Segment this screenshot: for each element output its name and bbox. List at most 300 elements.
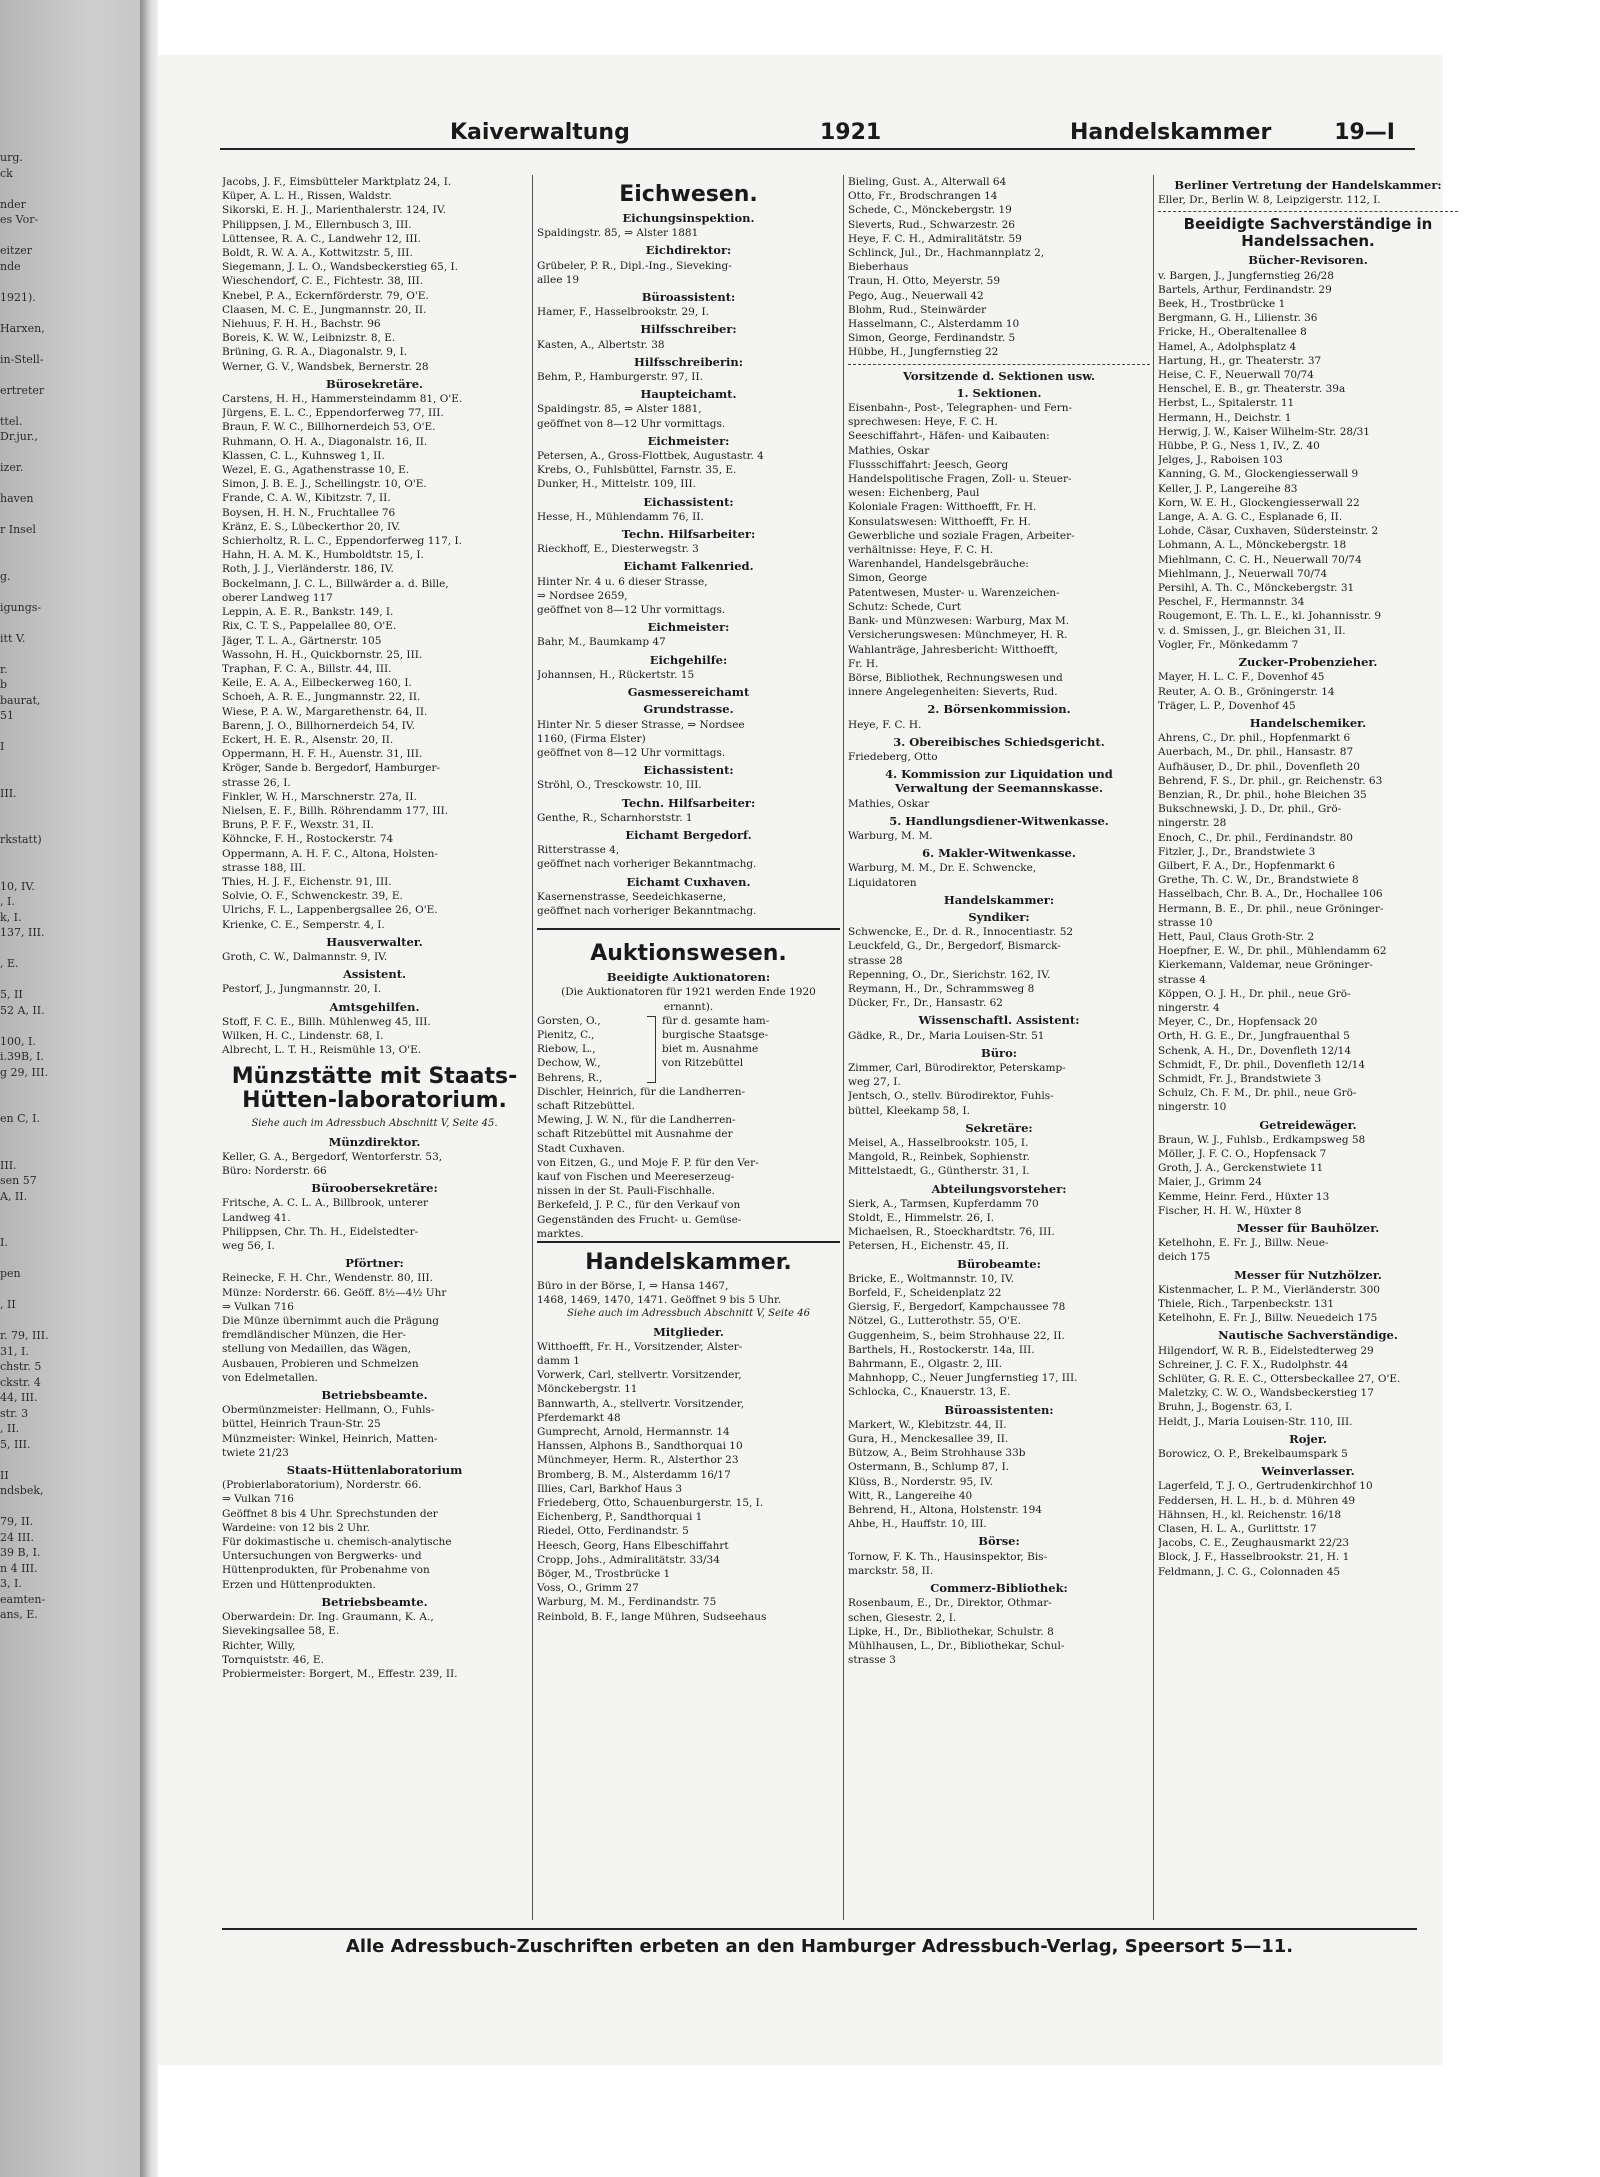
section-heading: Sekretäre: [965,1120,1033,1135]
section-heading: Hausverwalter. [326,934,423,949]
entry-line: Liquidatoren [848,876,917,889]
entry-line: 1468, 1469, 1470, 1471. Geöffnet 9 bis 5 Uhr. [537,1294,782,1307]
entry-line: Traphan, F. C. A., Billstr. 44, III. [222,662,392,675]
fragment-line: in-Stell- [0,352,44,366]
entry-line: Petersen, A., Gross-Flottbek, Augustastr. 4 [537,450,764,463]
entry-line: Bruns, P. F. F., Wexstr. 31, II. [222,819,374,832]
entry-list [222,1403,527,1460]
fragment-line [0,1127,138,1143]
previous-page-fragments [0,150,138,2030]
entry-line: Rix, C. T. S., Pappelallee 80, O'E. [222,620,397,633]
fragment-line: haven [0,492,34,505]
entry-line: von Edelmetallen. [222,1371,318,1384]
entry-list [537,542,840,556]
entry-line: Reinecke, F. H. Chr., Wendenstr. 80, III. [222,1272,433,1285]
auktion-note: (Die Auktionatoren für 1921 werden Ende 1920 ernannt). [561,986,816,1013]
entry-list [222,392,527,932]
entry-line: Groth, J. A., Gerckenstwiete 11 [1158,1162,1324,1175]
fragment-line: A, II. [0,1189,28,1203]
entry-line: Schlüter, G. R. E. C., Ottersbeckallee 27, O'E. [1158,1373,1401,1386]
entry-list [1158,269,1458,652]
entry-list [1158,1133,1458,1218]
section-heading: Abteilungsvorsteher: [931,1181,1067,1196]
fragment-line: baurat, [0,693,41,707]
entry-line: Bieling, Gust. A., Alterwall 64 [848,176,1007,188]
auktion-box [537,928,840,1243]
fragment-line [0,972,138,988]
entry-line: Eisenbahn-, Post-, Telegraphen- und Fern- [848,402,1073,415]
entry-line: Bieberhaus [848,261,909,274]
entry-list [537,259,840,287]
entry-line: Grethe, Th. C. W., Dr., Brandstwiete 8 [1158,874,1359,887]
entry-list [1158,1447,1458,1461]
fragment-line [0,646,138,662]
section-title-sachverstaendige: Beeidigte Sachverständige in Handelssachen. [1183,215,1433,251]
section-heading: Zucker-Probenzieher. [1238,655,1378,670]
entry-line: Zimmer, Carl, Bürodirektor, Peterskamp- [848,1061,1066,1074]
entry-line: Reymann, H., Dr., Schrammsweg 8 [848,982,1035,995]
entry-list [848,829,1150,843]
entry-line: büttel, Heinrich Traun-Str. 25 [222,1418,381,1431]
entry-line: Stoff, F. C. E., Billh. Mühlenweg 45, III. [222,1015,431,1028]
fragment-line [0,367,138,383]
section-heading: 4. Kommission zur Liquidation und Verwaltung der Seemannskasse. [885,767,1113,796]
fragment-line: r. [0,662,8,676]
entry-list [537,890,840,918]
entry-line: Böger, M., Trostbrücke 1 [537,1568,671,1581]
entry-line: Fr. H. [848,657,879,670]
entry-line: Schwencke, E., Dr. d. R., Innocentiastr. 52 [848,926,1074,939]
entry-line: Pferdemarkt 48 [537,1411,621,1424]
entry-line: Stadt Cuxhaven. [537,1142,625,1155]
section-heading: Eichassistent: [643,763,734,778]
entry-line: Boldt, R. W. A. A., Kottwitzstr. 5, III. [222,247,413,260]
entry-list [848,1272,1150,1400]
entry-line: Rieckhoff, E., Diesterwegstr. 3 [537,543,699,556]
column-rule [532,175,533,1920]
entry-line: Behrend, H., Altona, Holstenstr. 194 [848,1504,1043,1517]
section-heading: Staats-Hüttenlaboratorium [286,1463,463,1478]
entry-line: Hesse, H., Mühlendamm 76, II. [537,510,704,523]
entry-line: Vogler, Fr., Mönkedamm 7 [1158,638,1299,651]
page-footer: Alle Adressbuch-Zuschriften erbeten an den Hamburger Adressbuch-Verlag, Speersort 5—11. [222,1928,1417,1966]
entry-line: Bahrmann, E., Olgastr. 2, III. [848,1358,1003,1371]
entry-line: ⇒ Vulkan 716 [222,1493,294,1506]
entry-line: Hasselmann, C., Alsterdamm 10 [848,318,1020,331]
entry-line: geöffnet von 8—12 Uhr vormittags. [537,746,726,759]
entry-line: Heise, C. F., Neuerwall 70/74 [1158,369,1314,382]
entry-line: Dechow, W., [537,1057,601,1070]
entry-line: Schlinck, Jul., Dr., Hachmannplatz 2, [848,247,1045,260]
entry-list [537,575,840,618]
entry-line: strasse 3 [848,1654,896,1667]
fragment-line: 52 A, II. [0,1003,45,1017]
entry-line: Erzen und Hüttenprodukten. [222,1578,376,1591]
entry-line: Köhncke, F. H., Rostockerstr. 74 [222,833,394,846]
entry-line: Mönckebergstr. 11 [537,1383,638,1396]
fragment-line: ertreter [0,383,45,397]
entry-list [537,449,840,492]
entry-line: Hahn, H. A. M. K., Humboldtstr. 15, I. [222,549,424,562]
entry-line: Peschel, F., Hermannstr. 34 [1158,596,1305,609]
section-heading: Münzdirektor. [328,1134,421,1149]
entry-line: Auerbach, M., Dr. phil., Hansastr. 87 [1158,746,1354,759]
entry-line: Herwig, J. W., Kaiser Wilhelm-Str. 28/31 [1158,425,1370,438]
fragment-line [0,228,138,244]
entry-line: wesen: Eichenberg, Paul [848,487,980,500]
column-2 [537,175,840,1920]
fragment-line [0,1282,138,1298]
entry-line: Ströhl, O., Tresckowstr. 10, III. [537,779,702,792]
entry-line: marktes. [537,1227,584,1240]
entry-list [848,1061,1150,1118]
section-title-handelskammer: Handelskammer. [585,1250,792,1275]
entry-list [222,950,527,964]
entry-line: Leuckfeld, G., Dr., Bergedorf, Bismarck- [848,940,1061,953]
fragment-line: 137, III. [0,926,45,939]
entry-line: allee 19 [537,273,580,286]
entry-line: Block, J. F., Hasselbrookstr. 21, H. 1 [1158,1551,1350,1564]
entry-line: Heldt, J., Maria Louisen-Str. 110, III. [1158,1415,1353,1428]
fragment-line [0,553,138,569]
section-heading: Büro: [980,1045,1018,1060]
section-heading: Eichmeister: [647,433,730,448]
entry-line: Spaldingstr. 85, ⇒ Alster 1881, [537,403,702,416]
section-heading: 6. Makler-Witwenkasse. [922,846,1076,861]
entry-line: Hamer, F., Hasselbrookstr. 29, I. [537,306,709,319]
entry-line: Meisel, A., Hasselbrookstr. 105, I. [848,1137,1029,1149]
entry-line: Vorwerk, Carl, stellvertr. Vorsitzender, [537,1369,742,1382]
fragment-line: , E. [0,957,19,970]
entry-list [1158,1283,1458,1326]
entry-line: biet m. Ausnahme [662,1043,759,1056]
entry-line: Wezel, E. G., Agathenstrasse 10, E. [222,464,410,477]
entry-line: Schmidt, F., Dr. phil., Dovenfleth 12/14 [1158,1058,1366,1071]
book-spine [140,0,158,2177]
entry-line: Bockelmann, J. C. L., Billwärder a. d. Bille, [222,577,449,590]
fragment-line [0,274,138,290]
entry-line: Ritterstrasse 4, [537,844,620,857]
entry-line: Heye, F. C. H., Admiralitätstr. 59 [848,232,1022,245]
entry-line: Dücker, Fr., Dr., Hansastr. 62 [848,997,1003,1010]
fragment-line: 51 [0,709,14,722]
entry-line: Wilken, H. C., Lindenstr. 68, I. [222,1029,384,1042]
section-heading: Berliner Vertretung der Handelskammer: [1174,178,1442,192]
entry-line: Bergmann, G. H., Lilienstr. 36 [1158,312,1318,325]
entry-line: strasse 28 [848,954,903,967]
entry-line: Miehlmann, C. C. H., Neuerwall 70/74 [1158,553,1362,566]
entry-line: Träger, L. P., Dovenhof 45 [1158,699,1296,712]
entry-line: Barenn, J. O., Billhornerdeich 54, IV. [222,719,415,732]
entry-list [848,925,1150,1010]
fragment-line [0,584,138,600]
entry-line: Herbst, L., Spitalerstr. 11 [1158,397,1295,410]
entry-line: Thies, H. J. F., Eichenstr. 91, III. [222,875,392,888]
section-heading: Vorsitzende d. Sektionen usw. [903,368,1095,383]
fragment-line: 1921). [0,290,36,304]
entry-line: Kröger, Sande b. Bergedorf, Hamburger- [222,762,441,775]
section-heading: Eichamt Falkenried. [623,559,754,574]
section-heading: Commerz-Bibliothek: [930,1581,1068,1596]
entry-line: Rosenbaum, E., Dr., Direktor, Othmar- [848,1597,1052,1610]
fragment-line [0,1313,138,1329]
section-heading: Hilfsschreiberin: [634,354,743,369]
fragment-line: chstr. 5 [0,1360,42,1373]
entry-list [222,982,527,996]
entry-line: Geöffnet 8 bis 4 Uhr. Sprechstunden der [222,1507,438,1520]
fragment-line [0,476,138,492]
entry-line: geöffnet nach vorheriger Bekanntmachg. [537,904,757,917]
entry-line: Leppin, A. E. R., Bankstr. 149, I. [222,606,394,619]
entry-line: Clasen, H. L. A., Gurlittstr. 17 [1158,1523,1317,1536]
entry-list [537,811,840,825]
entry-line: Blohm, Rud., Steinwärder [848,303,987,316]
section-title-auktionswesen: Auktionswesen. [590,941,787,967]
entry-line: Repenning, O., Dr., Sierichstr. 162, IV. [848,968,1051,981]
fragment-line: , II. [0,1422,20,1435]
entry-list [222,175,527,374]
entry-line: Fitzler, J., Dr., Brandstwiete 3 [1158,845,1316,858]
entry-line: Behrens, R., [537,1071,603,1084]
section-heading: Eichamt Bergedorf. [625,827,752,842]
entry-list [537,1085,840,1241]
fragment-line [0,1204,138,1220]
entry-line: Reuter, A. O. B., Gröningerstr. 14 [1158,685,1335,698]
section-heading: Bürosekretäre. [325,376,424,391]
entry-line: Eckert, H. E. R., Alsenstr. 20, II. [222,733,394,746]
entry-line: Gura, H., Menckesallee 39, II. [848,1433,1009,1446]
entry-line: Klassen, C. L., Kuhnsweg 1, II. [222,449,385,462]
entry-line: Bahr, M., Baumkamp 47 [537,636,666,649]
section-heading: Techn. Hilfsarbeiter: [621,795,756,810]
section-heading: Messer für Bauhölzer. [1236,1221,1380,1236]
entry-line: Kierkemann, Valdemar, neue Gröninger- [1158,959,1373,972]
fragment-line: sen 57 [0,1174,37,1187]
entry-line: Kasten, A., Albertstr. 38 [537,338,665,351]
fragment-line: 10, IV. [0,879,35,893]
entry-line: Seeschiffahrt-, Häfen- und Kaibauten: [848,430,1050,443]
fragment-line [0,181,138,197]
section-heading: Börse: [978,1534,1020,1549]
entry-line: Lipke, H., Dr., Bibliothekar, Schulstr. 8 [848,1625,1054,1638]
entry-list [537,305,840,319]
fragment-line: 3, I. [0,1577,22,1590]
fragment-line [0,398,138,414]
entry-line: Münze: Norderstr. 66. Geöff. 8½—4½ Uhr [222,1286,447,1299]
entry-line: Hasselbach, Chr. B. A., Dr., Hochallee 106 [1158,888,1383,901]
entry-line: verhältnisse: Heye, F. C. H. [848,544,994,557]
entry-line: Für dokimastische u. chemisch-analytische [222,1536,452,1549]
entry-list [537,338,840,352]
entry-line: weg 27, I. [848,1076,901,1089]
section-heading: Betriebsbeamte. [321,1594,428,1609]
section-heading: Messer für Nutzhölzer. [1234,1267,1382,1282]
entry-list [848,1136,1150,1179]
entry-line: Lohmann, A. L., Mönckebergstr. 18 [1158,539,1347,552]
entry-line: Schede, C., Mönckebergstr. 19 [848,204,1012,217]
entry-line: Ulrichs, F. L., Lappenbergsallee 26, O'E. [222,904,438,917]
entry-line: Nötzel, G., Lutterothstr. 55, O'E. [848,1315,1021,1328]
entry-line: Mayer, H. L. C. F., Dovenhof 45 [1158,671,1325,684]
entry-line: Enoch, C., Dr. phil., Ferdinandstr. 80 [1158,831,1353,844]
entry-line: Bricke, E., Woltmannstr. 10, IV. [848,1272,1015,1285]
entry-line: Ostermann, B., Schlump 87, I. [848,1461,1010,1474]
fragment-line: 31, I. [0,1344,29,1358]
section-heading: Eichgehilfe: [649,652,728,667]
entry-line: Wiese, P. A. W., Margarethenstr. 64, II. [222,705,428,718]
fragment-line: g. [0,569,11,583]
entry-line: Jäger, T. L. A., Gärtnerstr. 105 [222,634,382,647]
entry-line: Dischler, Heinrich, für die Landherren- [537,1085,746,1098]
entry-line: Ahbe, H., Hauffstr. 10, III. [848,1518,987,1531]
fragment-line: ck [0,166,13,180]
entry-list [222,1610,527,1681]
fragment-line: b [0,678,8,691]
fragment-line [0,507,138,523]
entry-list [848,861,1150,889]
section-heading: Haupteichamt. [640,387,737,402]
fragment-line: en C, I. [0,1112,40,1125]
fragment-line: , II [0,1298,16,1311]
entry-line: innere Angelegenheiten: Sieverts, Rud. [848,686,1058,699]
entry-line: Kistenmacher, L. P. M., Vierländerstr. 300 [1158,1283,1380,1296]
entry-line: Gorsten, O., [537,1014,601,1027]
entry-line: Riebow, L., [537,1043,596,1056]
divider [848,364,1150,365]
entry-line: Werner, G. V., Wandsbek, Bernerstr. 28 [222,360,429,373]
entry-line: Sieverts, Rud., Schwarzestr. 26 [848,218,1015,231]
entry-list [848,797,1150,811]
entry-line: Albrecht, L. T. H., Reismühle 13, O'E. [222,1044,422,1057]
section-heading: Handelschemiker. [1249,715,1367,730]
section-heading: Büroassistenten: [944,1402,1054,1417]
entry-line: Solvie, O. F., Schwenckestr. 39, E. [222,890,403,903]
entry-line: Richter, Willy, [222,1639,296,1652]
fragment-line: ans, E. [0,1608,38,1621]
entry-line: Oberwardein: Dr. Ing. Graumann, K. A., [222,1611,434,1624]
divider [1158,211,1458,212]
entry-list [848,718,1150,732]
entry-line: Hilgendorf, W. R. B., Eidelstedterweg 29 [1158,1344,1374,1357]
entry-line: Sievekingsallee 58, E. [222,1625,340,1638]
column-rule [843,175,844,1920]
entry-line: Bukschnewski, J. D., Dr. phil., Grö- [1158,803,1342,816]
section-heading: Betriebsbeamte. [321,1388,428,1403]
entry-list [848,1029,1150,1043]
entry-list [537,843,840,871]
entry-line: Ketelhohn, E. Fr. J., Billw. Neue- [1158,1237,1329,1250]
entry-line: geöffnet nach vorheriger Bekanntmachg. [537,858,757,871]
entry-line: Carstens, H. H., Hammersteindamm 81, O'E. [222,393,463,406]
section-heading: Techn. Hilfsarbeiter: [621,527,756,542]
entry-line: Claasen, M. C. E., Jungmannstr. 20, II. [222,303,427,316]
fragment-line [0,1096,138,1112]
entry-line: Pienitz, C., [537,1028,595,1041]
entry-line: Barthels, H., Rostockerstr. 14a, III. [848,1343,1035,1356]
entry-line: für d. gesamte ham- [662,1014,770,1027]
entry-line: Bartels, Arthur, Ferdinandstr. 29 [1158,283,1332,296]
fragment-line [0,1251,138,1267]
entry-line: geöffnet von 8—12 Uhr vormittags. [537,604,726,617]
entry-line: Warburg, M. M. [848,829,933,842]
fragment-line [0,615,138,631]
fragment-line: I [0,740,5,753]
entry-line: ningerstr. 4 [1158,1001,1220,1014]
entry-list [537,226,840,240]
entry-line: Hüttenprodukten, für Probenahme von [222,1564,430,1577]
entry-line: Krebs, O., Fuhlsbüttel, Farnstr. 35, E. [537,464,737,477]
entry-line: Finkler, W. H., Marschnerstr. 27a, II. [222,790,417,803]
entry-line: Keller, G. A., Bergedorf, Wentorferstr. 53, [222,1150,443,1163]
header-year: 1921 [820,120,882,145]
entry-line: Kanning, G. M., Glockengiesserwall 9 [1158,468,1359,481]
entry-line: Johannsen, H., Rückertstr. 15 [537,668,695,681]
fragment-line [0,538,138,554]
entry-line: damm 1 [537,1355,580,1368]
entry-line: Kränz, E. S., Lübeckerthor 20, IV. [222,520,401,533]
entry-line: Hermann, B. E., Dr. phil., neue Gröninger- [1158,902,1384,915]
fragment-line: 5, III. [0,1437,31,1451]
entry-list [537,635,840,649]
entry-line: Cropp, Johs., Admiralitätstr. 33/34 [537,1553,720,1566]
entry-line: Lüttensee, R. A. C., Landwehr 12, III. [222,232,422,245]
entry-line: Büro in der Börse, I, ⇒ Hansa 1467, [537,1280,729,1292]
section-heading: Syndiker: [968,909,1030,924]
header-section-right: Handelskammer [1070,120,1272,145]
entry-line: Lagerfeld, T. J. O., Gertrudenkirchhof 10 [1158,1480,1373,1493]
entry-line: Eller, Dr., Berlin W. 8, Leipzigerstr. 112, I. [1158,194,1381,207]
section-heading: 1. Sektionen. [956,385,1042,400]
auktion-brace-text [662,1014,769,1085]
entry-line: Korn, W. E. H., Glockengiesserwall 22 [1158,496,1360,509]
entry-line: Friedeberg, Otto [848,750,938,763]
entry-line: Hermann, H., Deichstr. 1 [1158,411,1292,424]
fragment-line [0,848,138,864]
entry-line: weg 56, I. [222,1240,275,1253]
section-title-muenzstaette: Münzstätte mit Staats-Hütten-laboratorium. [231,1064,518,1114]
section-heading: Wissenschaftl. Assistent: [918,1013,1080,1028]
entry-list [848,1197,1150,1254]
fragment-line: rkstatt) [0,833,42,846]
fragment-line: eitzer [0,244,33,257]
entry-line: Benzian, R., Dr. phil., hohe Bleichen 35 [1158,788,1367,801]
entry-line: Bromberg, B. M., Alsterdamm 16/17 [537,1468,731,1481]
entry-line: Miehlmann, J., Neuerwall 70/74 [1158,567,1328,580]
fragment-line: nde [0,259,21,273]
entry-line: Braun, F. W. C., Billhornerdeich 53, O'E. [222,421,436,434]
column-4 [1158,175,1458,1920]
entry-line: Mathies, Oskar [848,797,930,810]
fragment-line: ndsbek, [0,1484,44,1497]
entry-line: marckstr. 58, II. [848,1564,934,1577]
entry-line: Fritsche, A. C. L. A., Billbrook, unterer [222,1197,429,1210]
entry-list [848,175,1150,360]
entry-line: strasse 188, III. [222,861,306,874]
entry-line: Landweg 41. [222,1211,291,1224]
entry-line: Gilbert, F. A., Dr., Hopfenmarkt 6 [1158,859,1336,872]
entry-line: Boreis, K. W. W., Leibnizstr. 8, E. [222,332,396,345]
entry-line: Münchmeyer, Herm. R., Alsterthor 23 [537,1454,739,1467]
section-heading: 5. Handlungsdiener-Witwenkasse. [889,813,1109,828]
section-heading: Nautische Sachverständige. [1218,1328,1398,1343]
fragment-line: nder [0,197,26,211]
entry-line: Maletzky, C. W. O., Wandsbeckerstieg 17 [1158,1387,1374,1400]
entry-line: Lohde, Cäsar, Cuxhaven, Südersteinstr. 2 [1158,525,1379,538]
fragment-line [0,941,138,957]
entry-line: strasse 10 [1158,916,1213,929]
fragment-line: III. [0,1158,17,1172]
entry-line: Wieschendorf, C. E., Fichtestr. 38, III. [222,275,424,288]
